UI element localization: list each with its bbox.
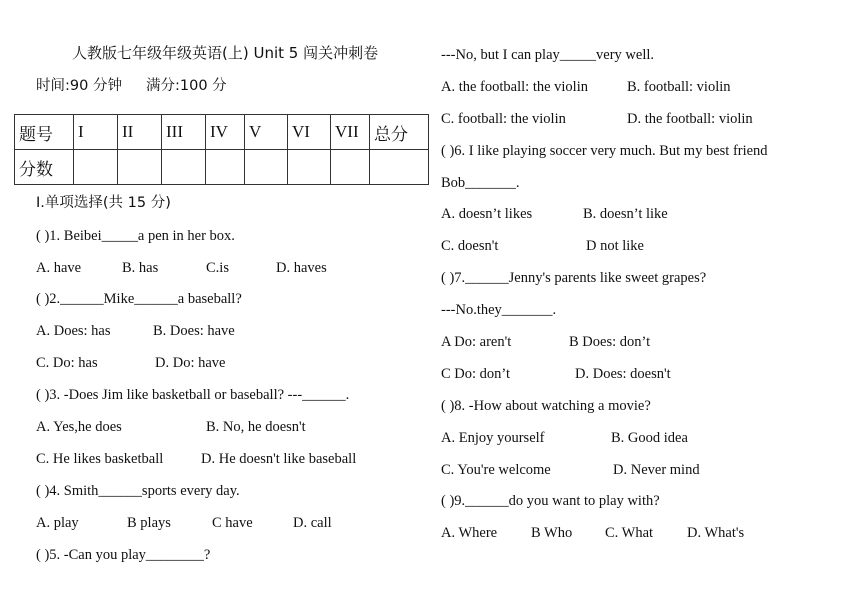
score-input-1 bbox=[74, 150, 118, 185]
score-row-label: 分数 bbox=[15, 150, 74, 185]
question-3: ( )3. -Does Jim like basketball or baseball? ---______. bbox=[36, 387, 350, 403]
score-cell-2: II bbox=[118, 115, 162, 150]
section-heading: I.单项选择(共 15 分) bbox=[36, 195, 171, 211]
option: A. Does: has bbox=[36, 323, 111, 339]
question-8: ( )8. -How about watching a movie? bbox=[441, 398, 651, 414]
score-table-score-row bbox=[15, 150, 429, 185]
score-input-5 bbox=[245, 150, 288, 185]
question-6: ( )6. I like playing soccer very much. But my best friend bbox=[441, 143, 768, 159]
option: B. doesn’t like bbox=[583, 206, 668, 222]
full-score: 满分:100 分 bbox=[146, 78, 227, 94]
question-2: ( )2.______Mike______a baseball? bbox=[36, 291, 242, 307]
option: B plays bbox=[127, 515, 171, 531]
option: B. has bbox=[122, 260, 159, 276]
question-7: ( )7.______Jenny's parents like sweet grapes? bbox=[441, 270, 707, 286]
option: A. Yes,he does bbox=[36, 419, 122, 435]
option: C.is bbox=[206, 260, 229, 276]
option: C. What bbox=[605, 525, 654, 541]
option: A. Enjoy yourself bbox=[441, 430, 545, 446]
question-5-continuation: ---No, but I can play_____very well. bbox=[441, 47, 655, 63]
option: B. No, he doesn't bbox=[206, 419, 306, 435]
option: D. What's bbox=[687, 525, 745, 541]
option: C. You're welcome bbox=[441, 462, 551, 478]
score-input-4 bbox=[206, 150, 245, 185]
option: D. Do: have bbox=[155, 355, 226, 371]
option: D not like bbox=[586, 238, 644, 254]
score-cell-5: V bbox=[245, 115, 288, 150]
option: A. have bbox=[36, 260, 82, 276]
question-7-continuation: ---No.they_______. bbox=[441, 302, 557, 318]
question-4: ( )4. Smith______sports every day. bbox=[36, 483, 240, 499]
option: D. call bbox=[293, 515, 332, 531]
score-cell-3: III bbox=[162, 115, 206, 150]
option: C. doesn't bbox=[441, 238, 499, 254]
option: B. football: violin bbox=[627, 79, 731, 95]
score-cell-total: 总分 bbox=[370, 115, 429, 150]
option: A. Where bbox=[441, 525, 498, 541]
score-table-header-row bbox=[15, 115, 429, 150]
option: B. Does: have bbox=[153, 323, 235, 339]
option: A Do: aren't bbox=[441, 334, 512, 350]
question-9: ( )9.______do you want to play with? bbox=[441, 493, 660, 509]
score-cell-1: I bbox=[74, 115, 118, 150]
option: D. He doesn't like baseball bbox=[201, 451, 357, 467]
score-input-6 bbox=[288, 150, 331, 185]
score-input-3 bbox=[162, 150, 206, 185]
option: D. the football: violin bbox=[627, 111, 753, 127]
option: C. He likes basketball bbox=[36, 451, 164, 467]
score-cell-6: VI bbox=[288, 115, 331, 150]
option: B. Good idea bbox=[611, 430, 688, 446]
score-cell-4: IV bbox=[206, 115, 245, 150]
option: C have bbox=[212, 515, 253, 531]
score-input-2 bbox=[118, 150, 162, 185]
option: D. Does: doesn't bbox=[575, 366, 671, 382]
score-cell-label: 题号 bbox=[15, 115, 74, 150]
question-6-continuation: Bob_______. bbox=[441, 175, 520, 191]
option: A. the football: the violin bbox=[441, 79, 588, 95]
option: D. haves bbox=[276, 260, 327, 276]
question-1: ( )1. Beibei_____a pen in her box. bbox=[36, 228, 235, 244]
score-input-total bbox=[370, 150, 429, 185]
option: C. Do: has bbox=[36, 355, 98, 371]
option: C Do: don’t bbox=[441, 366, 511, 382]
score-table bbox=[14, 114, 429, 185]
option: B Does: don’t bbox=[569, 334, 651, 350]
exam-time: 时间:90 分钟 bbox=[36, 78, 122, 94]
score-input-7 bbox=[331, 150, 370, 185]
option: A. play bbox=[36, 515, 79, 531]
option: D. Never mind bbox=[613, 462, 700, 478]
question-5: ( )5. -Can you play________? bbox=[36, 547, 211, 563]
option: A. doesn’t likes bbox=[441, 206, 533, 222]
option: C. football: the violin bbox=[441, 111, 566, 127]
page-title: 人教版七年级年级英语(上) Unit 5 闯关冲刺卷 bbox=[72, 44, 379, 62]
option: B Who bbox=[531, 525, 573, 541]
score-cell-7: VII bbox=[331, 115, 370, 150]
